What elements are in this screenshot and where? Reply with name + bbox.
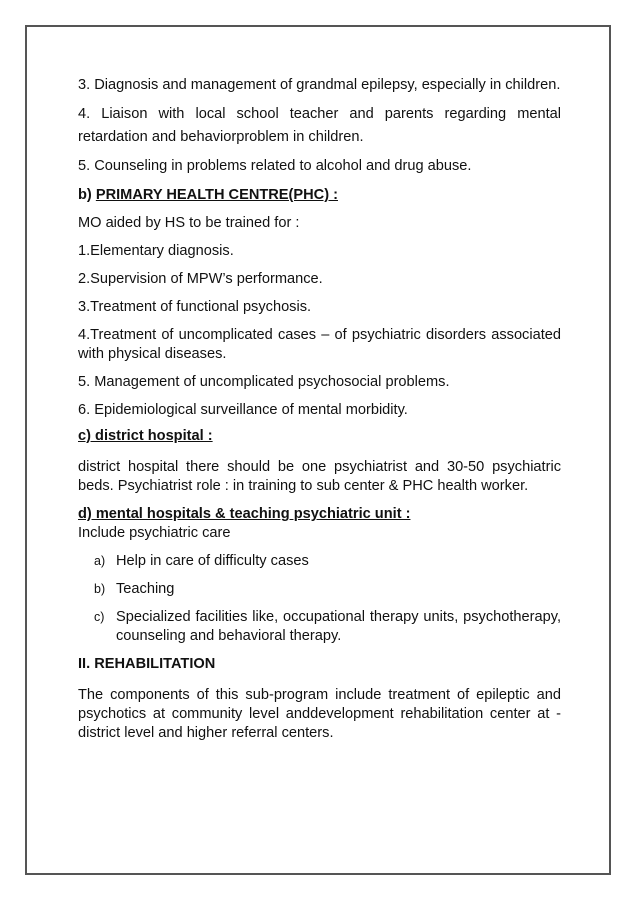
document-content xyxy=(78,74,561,743)
mental-hospitals-list xyxy=(78,552,561,646)
list-item xyxy=(78,608,561,646)
list-marker: a) xyxy=(94,554,106,568)
list-item-text: Help in care of difficulty cases xyxy=(116,553,309,569)
phc-heading-title: PRIMARY HEALTH CENTRE(PHC) : xyxy=(95,187,338,203)
item-4-liaison: 4. Liaison with local school teacher and parents regarding mental retardation and behaviorproblem in children. xyxy=(78,106,561,145)
district-hospital-body: district hospital there should be one psychiatrist and 30-50 psychiatric beds. Psychiatrist role : in training to sub center & PHC health worker. xyxy=(78,459,561,494)
item-5-counseling: 5. Counseling in problems related to alcohol and drug abuse. xyxy=(78,158,472,174)
mental-hospitals-intro: Include psychiatric care xyxy=(78,525,231,541)
list-item-text: Specialized facilities like, occupational therapy units, psychotherapy, counseling and behavioral therapy. xyxy=(116,609,561,644)
list-item xyxy=(78,580,561,599)
phc-intro: MO aided by HS to be trained for : xyxy=(78,215,300,231)
item-3-grandmal-epilepsy: 3. Diagnosis and management of grandmal epilepsy, especially in children. xyxy=(78,77,561,93)
district-hospital-heading: c) district hospital : xyxy=(78,428,213,444)
phc-item-4: 4.Treatment of uncomplicated cases – of psychiatric disorders associated with physical diseases. xyxy=(78,327,561,362)
phc-heading-prefix: b) xyxy=(78,187,96,203)
mental-hospitals-heading: d) mental hospitals & teaching psychiatric unit : xyxy=(78,506,411,522)
phc-item-5: 5. Management of uncomplicated psychosocial problems. xyxy=(78,374,450,390)
list-item-text: Teaching xyxy=(116,581,175,597)
list-item xyxy=(78,552,561,571)
rehabilitation-body: The components of this sub-program include treatment of epileptic and psychotics at community level anddevelopment rehabilitation center at - district level and higher referral centers. xyxy=(78,687,561,741)
phc-item-3: 3.Treatment of functional psychosis. xyxy=(78,299,312,315)
phc-item-2: 2.Supervision of MPW’s performance. xyxy=(78,271,323,287)
phc-item-6: 6. Epidemiological surveillance of mental morbidity. xyxy=(78,402,408,418)
list-marker: c) xyxy=(94,610,105,624)
rehabilitation-heading: II. REHABILITATION xyxy=(78,656,216,672)
phc-heading xyxy=(78,186,561,205)
phc-item-1: 1.Elementary diagnosis. xyxy=(78,243,234,259)
list-marker: b) xyxy=(94,582,106,596)
